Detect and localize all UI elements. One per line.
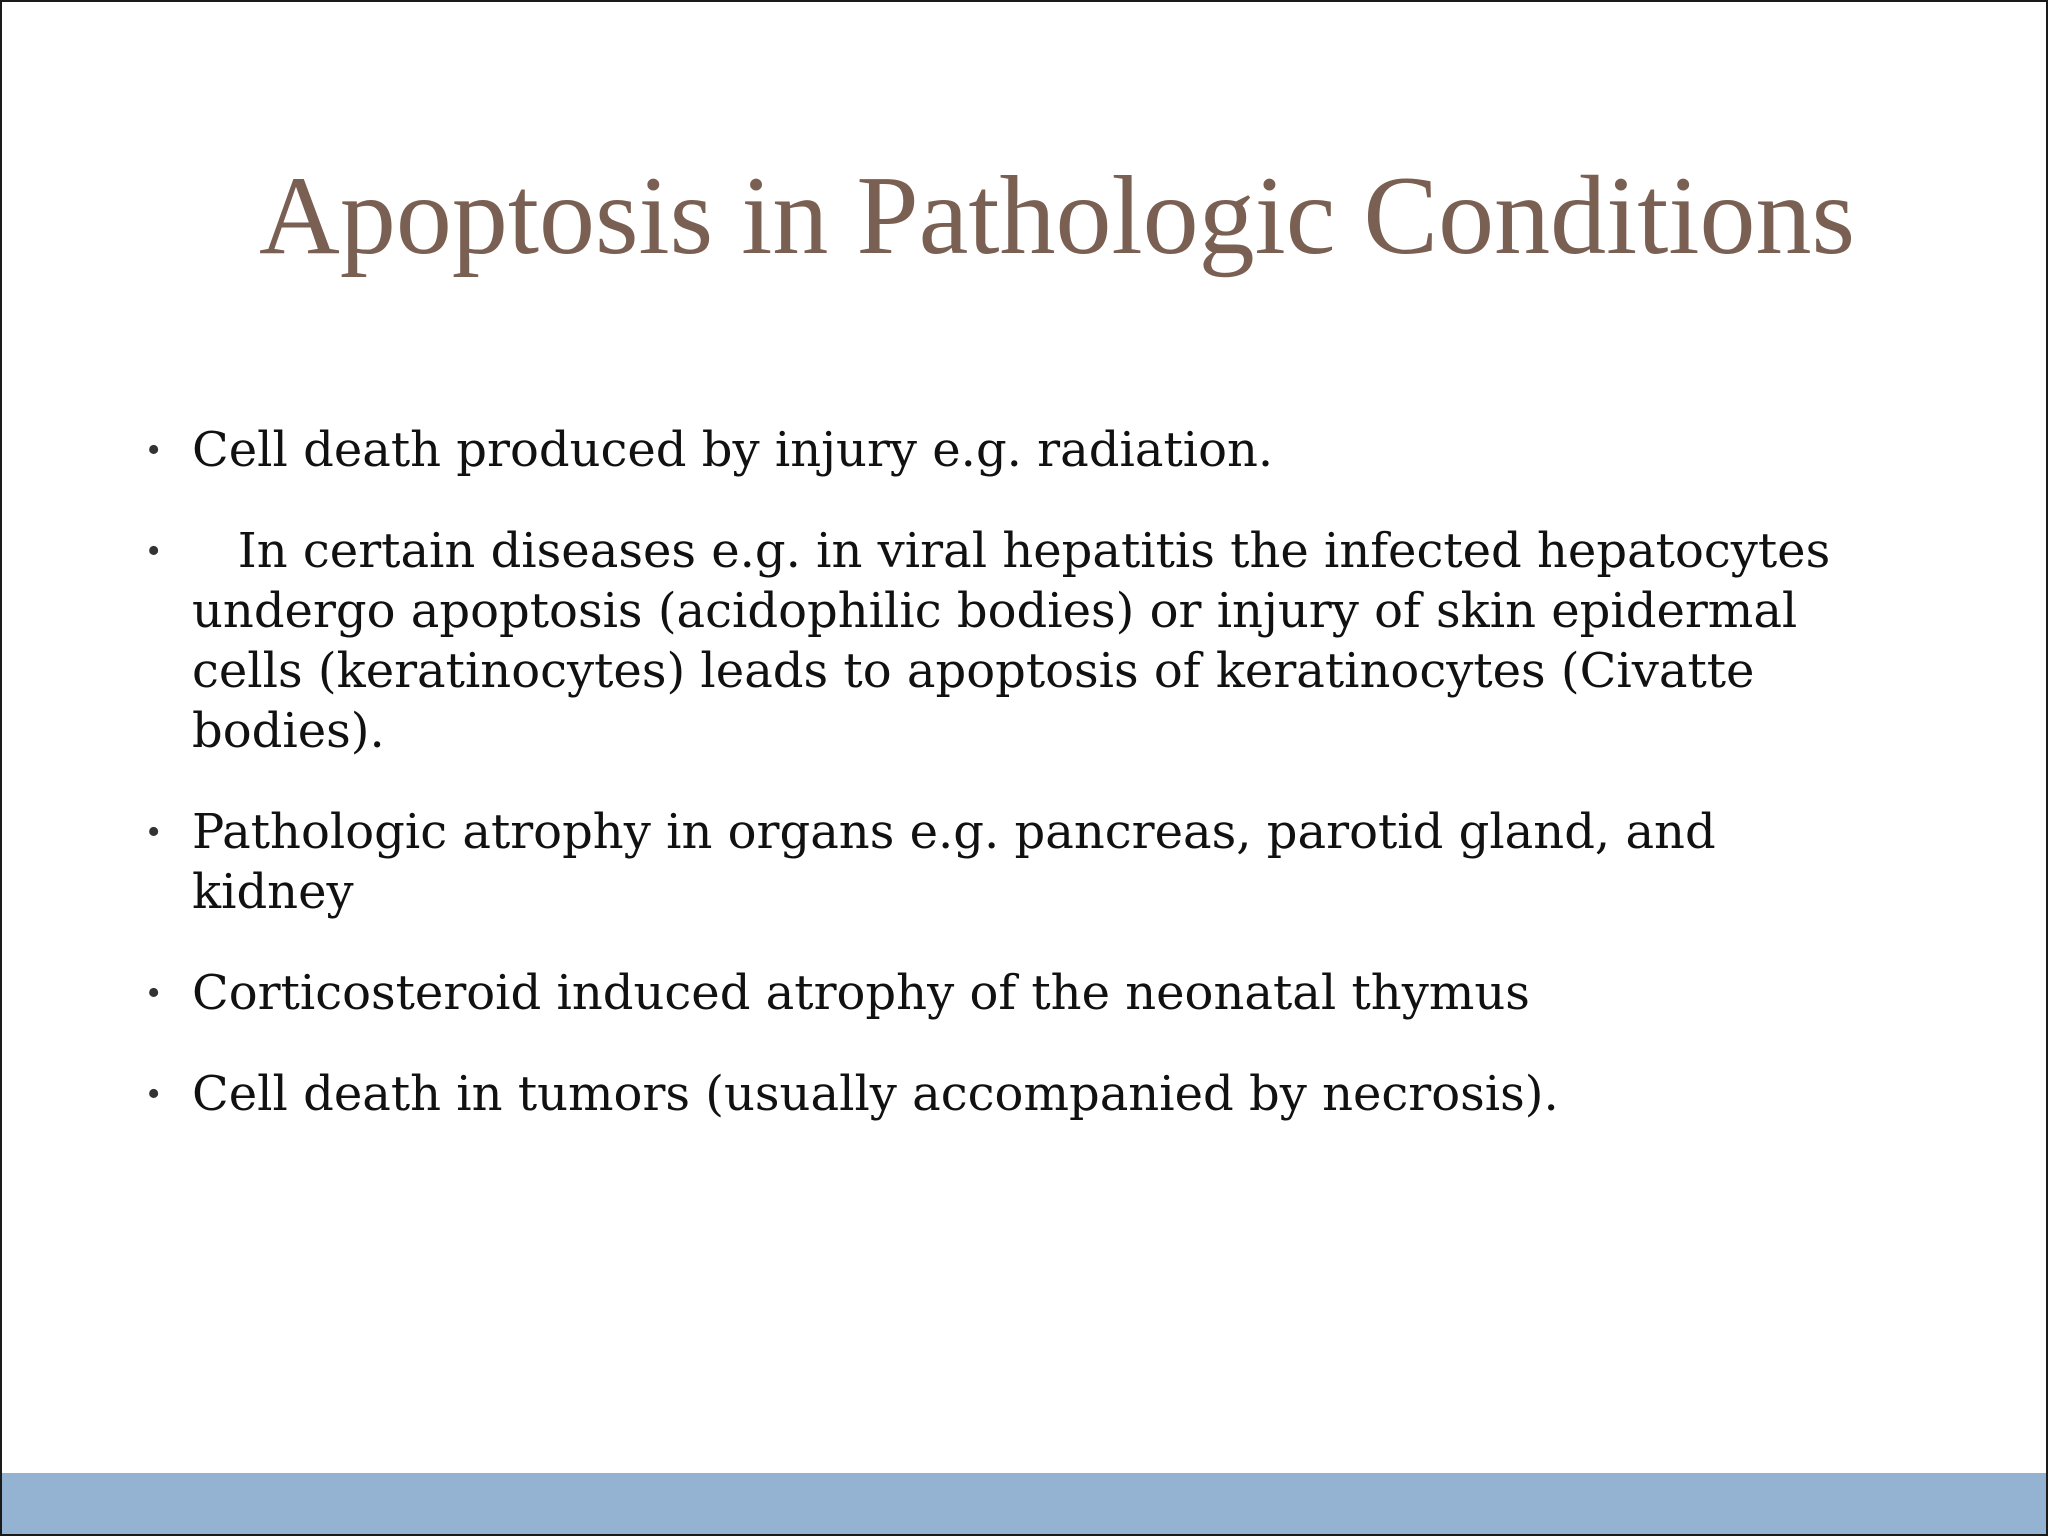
bullet-marker: • xyxy=(147,811,161,853)
bullet-text: Corticosteroid induced atrophy of the neonatal thymus xyxy=(192,965,1530,1021)
bullet-marker: • xyxy=(147,530,161,572)
bullet-item xyxy=(145,521,1865,761)
bullet-item xyxy=(145,1064,1865,1124)
bullet-text: Cell death produced by injury e.g. radiation. xyxy=(192,422,1274,478)
footer-accent-bar xyxy=(2,1473,2046,1534)
bullet-marker: • xyxy=(147,972,161,1014)
bullet-item xyxy=(145,802,1865,922)
bullet-marker: • xyxy=(147,429,161,471)
bullet-text: Cell death in tumors (usually accompanied by necrosis). xyxy=(192,1066,1559,1122)
bullet-text: Pathologic atrophy in organs e.g. pancreas, parotid gland, and kidney xyxy=(192,804,1731,920)
slide-title: Apoptosis in Pathologic Conditions xyxy=(258,154,1856,278)
bullet-item xyxy=(145,420,1865,480)
bullet-list xyxy=(145,420,1865,1165)
bullet-item xyxy=(145,963,1865,1023)
bullet-text: In certain diseases e.g. in viral hepatitis the infected hepatocytes undergo apoptosis (acidophilic bodies) or injury of skin epidermal cells (keratinocytes) leads to apoptosis of keratinocytes (Civatte bodies). xyxy=(192,523,1846,759)
bullet-marker: • xyxy=(147,1073,161,1115)
